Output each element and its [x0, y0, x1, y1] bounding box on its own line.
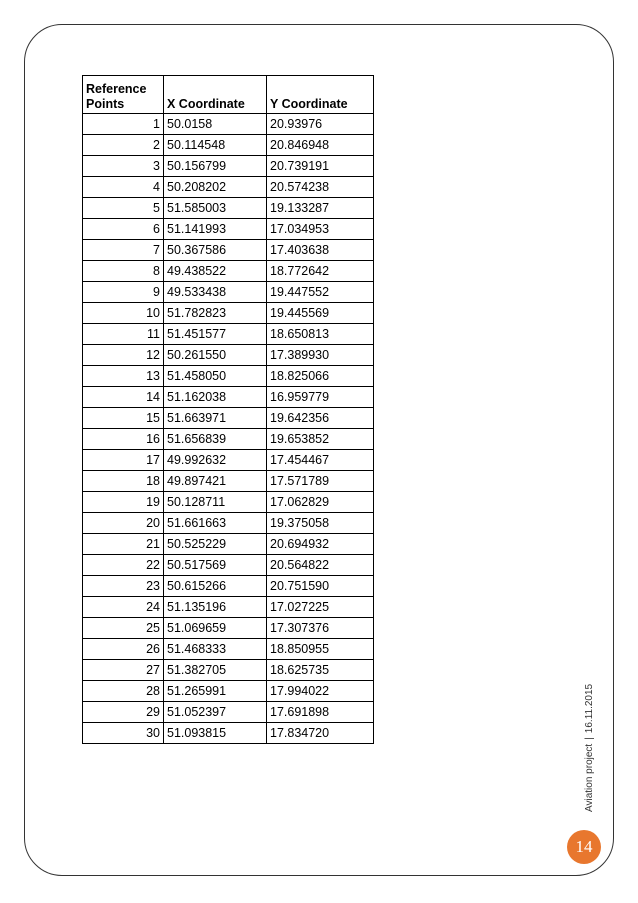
cell-y-coordinate: 19.133287	[267, 198, 374, 219]
cell-reference-point: 30	[83, 723, 164, 744]
cell-x-coordinate: 50.208202	[164, 177, 267, 198]
cell-reference-point: 21	[83, 534, 164, 555]
table-row	[83, 324, 374, 345]
table-row	[83, 156, 374, 177]
cell-y-coordinate: 20.739191	[267, 156, 374, 177]
cell-reference-point: 18	[83, 471, 164, 492]
footer-project: Aviation project	[584, 743, 595, 812]
cell-y-coordinate: 17.834720	[267, 723, 374, 744]
cell-x-coordinate: 51.382705	[164, 660, 267, 681]
cell-y-coordinate: 18.772642	[267, 261, 374, 282]
cell-reference-point: 5	[83, 198, 164, 219]
cell-y-coordinate: 20.694932	[267, 534, 374, 555]
table-row	[83, 513, 374, 534]
cell-y-coordinate: 20.846948	[267, 135, 374, 156]
cell-reference-point: 17	[83, 450, 164, 471]
cell-reference-point: 13	[83, 366, 164, 387]
cell-x-coordinate: 51.135196	[164, 597, 267, 618]
cell-x-coordinate: 50.525229	[164, 534, 267, 555]
header-reference-points	[83, 76, 164, 114]
cell-y-coordinate: 19.375058	[267, 513, 374, 534]
cell-y-coordinate: 20.93976	[267, 114, 374, 135]
cell-x-coordinate: 51.656839	[164, 429, 267, 450]
cell-x-coordinate: 51.663971	[164, 408, 267, 429]
table-row	[83, 534, 374, 555]
cell-x-coordinate: 49.438522	[164, 261, 267, 282]
cell-x-coordinate: 50.128711	[164, 492, 267, 513]
table-row	[83, 429, 374, 450]
cell-y-coordinate: 20.751590	[267, 576, 374, 597]
cell-y-coordinate: 19.445569	[267, 303, 374, 324]
cell-x-coordinate: 51.093815	[164, 723, 267, 744]
cell-y-coordinate: 19.642356	[267, 408, 374, 429]
cell-y-coordinate: 19.653852	[267, 429, 374, 450]
cell-x-coordinate: 49.897421	[164, 471, 267, 492]
cell-reference-point: 12	[83, 345, 164, 366]
header-reference-points-line: Points	[86, 97, 125, 111]
cell-reference-point: 25	[83, 618, 164, 639]
cell-x-coordinate: 51.162038	[164, 387, 267, 408]
header-x-coordinate: X Coordinate	[164, 76, 267, 114]
cell-reference-point: 6	[83, 219, 164, 240]
header-reference-points-line: Reference	[86, 82, 147, 96]
table-row	[83, 303, 374, 324]
cell-reference-point: 11	[83, 324, 164, 345]
cell-reference-point: 1	[83, 114, 164, 135]
cell-x-coordinate: 49.992632	[164, 450, 267, 471]
footer-separator: |	[584, 737, 595, 740]
cell-reference-point: 22	[83, 555, 164, 576]
cell-x-coordinate: 51.052397	[164, 702, 267, 723]
cell-reference-point: 2	[83, 135, 164, 156]
table-row	[83, 618, 374, 639]
cell-reference-point: 4	[83, 177, 164, 198]
cell-x-coordinate: 50.517569	[164, 555, 267, 576]
table-row	[83, 114, 374, 135]
table-row	[83, 702, 374, 723]
cell-y-coordinate: 18.850955	[267, 639, 374, 660]
cell-y-coordinate: 17.389930	[267, 345, 374, 366]
table-row	[83, 198, 374, 219]
cell-y-coordinate: 18.825066	[267, 366, 374, 387]
table-row	[83, 576, 374, 597]
cell-y-coordinate: 17.062829	[267, 492, 374, 513]
cell-x-coordinate: 50.114548	[164, 135, 267, 156]
cell-reference-point: 29	[83, 702, 164, 723]
cell-y-coordinate: 17.571789	[267, 471, 374, 492]
coordinates-table	[82, 75, 374, 744]
cell-reference-point: 3	[83, 156, 164, 177]
cell-y-coordinate: 17.034953	[267, 219, 374, 240]
cell-y-coordinate: 18.650813	[267, 324, 374, 345]
table-row	[83, 555, 374, 576]
cell-y-coordinate: 17.994022	[267, 681, 374, 702]
cell-x-coordinate: 51.782823	[164, 303, 267, 324]
cell-reference-point: 27	[83, 660, 164, 681]
table-row	[83, 240, 374, 261]
page-number-badge: 14	[567, 830, 601, 864]
cell-reference-point: 10	[83, 303, 164, 324]
cell-reference-point: 23	[83, 576, 164, 597]
cell-reference-point: 8	[83, 261, 164, 282]
table-row	[83, 282, 374, 303]
cell-reference-point: 9	[83, 282, 164, 303]
cell-x-coordinate: 50.615266	[164, 576, 267, 597]
table-row	[83, 177, 374, 198]
cell-y-coordinate: 19.447552	[267, 282, 374, 303]
cell-x-coordinate: 51.141993	[164, 219, 267, 240]
header-y-coordinate: Y Coordinate	[267, 76, 374, 114]
table-row	[83, 660, 374, 681]
table-row	[83, 135, 374, 156]
cell-reference-point: 14	[83, 387, 164, 408]
cell-x-coordinate: 50.261550	[164, 345, 267, 366]
table-header-row	[83, 76, 374, 114]
cell-x-coordinate: 51.265991	[164, 681, 267, 702]
footer-project-date	[584, 684, 595, 812]
cell-y-coordinate: 17.454467	[267, 450, 374, 471]
cell-reference-point: 24	[83, 597, 164, 618]
table-row	[83, 408, 374, 429]
cell-x-coordinate: 51.069659	[164, 618, 267, 639]
table-row	[83, 261, 374, 282]
table-row	[83, 681, 374, 702]
cell-x-coordinate: 51.585003	[164, 198, 267, 219]
table-body	[83, 114, 374, 744]
cell-reference-point: 16	[83, 429, 164, 450]
cell-y-coordinate: 17.691898	[267, 702, 374, 723]
cell-x-coordinate: 49.533438	[164, 282, 267, 303]
table-row	[83, 639, 374, 660]
table-row	[83, 387, 374, 408]
cell-x-coordinate: 51.451577	[164, 324, 267, 345]
cell-y-coordinate: 18.625735	[267, 660, 374, 681]
table-row	[83, 450, 374, 471]
cell-y-coordinate: 20.564822	[267, 555, 374, 576]
cell-y-coordinate: 17.307376	[267, 618, 374, 639]
cell-reference-point: 20	[83, 513, 164, 534]
cell-x-coordinate: 50.156799	[164, 156, 267, 177]
cell-reference-point: 26	[83, 639, 164, 660]
cell-reference-point: 7	[83, 240, 164, 261]
cell-reference-point: 28	[83, 681, 164, 702]
table-row	[83, 492, 374, 513]
table-row	[83, 597, 374, 618]
cell-x-coordinate: 51.661663	[164, 513, 267, 534]
cell-x-coordinate: 50.367586	[164, 240, 267, 261]
cell-x-coordinate: 51.458050	[164, 366, 267, 387]
table-row	[83, 345, 374, 366]
table-row	[83, 723, 374, 744]
cell-reference-point: 15	[83, 408, 164, 429]
table-row	[83, 219, 374, 240]
cell-reference-point: 19	[83, 492, 164, 513]
table-row	[83, 471, 374, 492]
cell-x-coordinate: 51.468333	[164, 639, 267, 660]
cell-y-coordinate: 20.574238	[267, 177, 374, 198]
cell-y-coordinate: 17.027225	[267, 597, 374, 618]
table-row	[83, 366, 374, 387]
cell-y-coordinate: 17.403638	[267, 240, 374, 261]
cell-x-coordinate: 50.0158	[164, 114, 267, 135]
footer-date: 16.11.2015	[584, 683, 595, 734]
cell-y-coordinate: 16.959779	[267, 387, 374, 408]
